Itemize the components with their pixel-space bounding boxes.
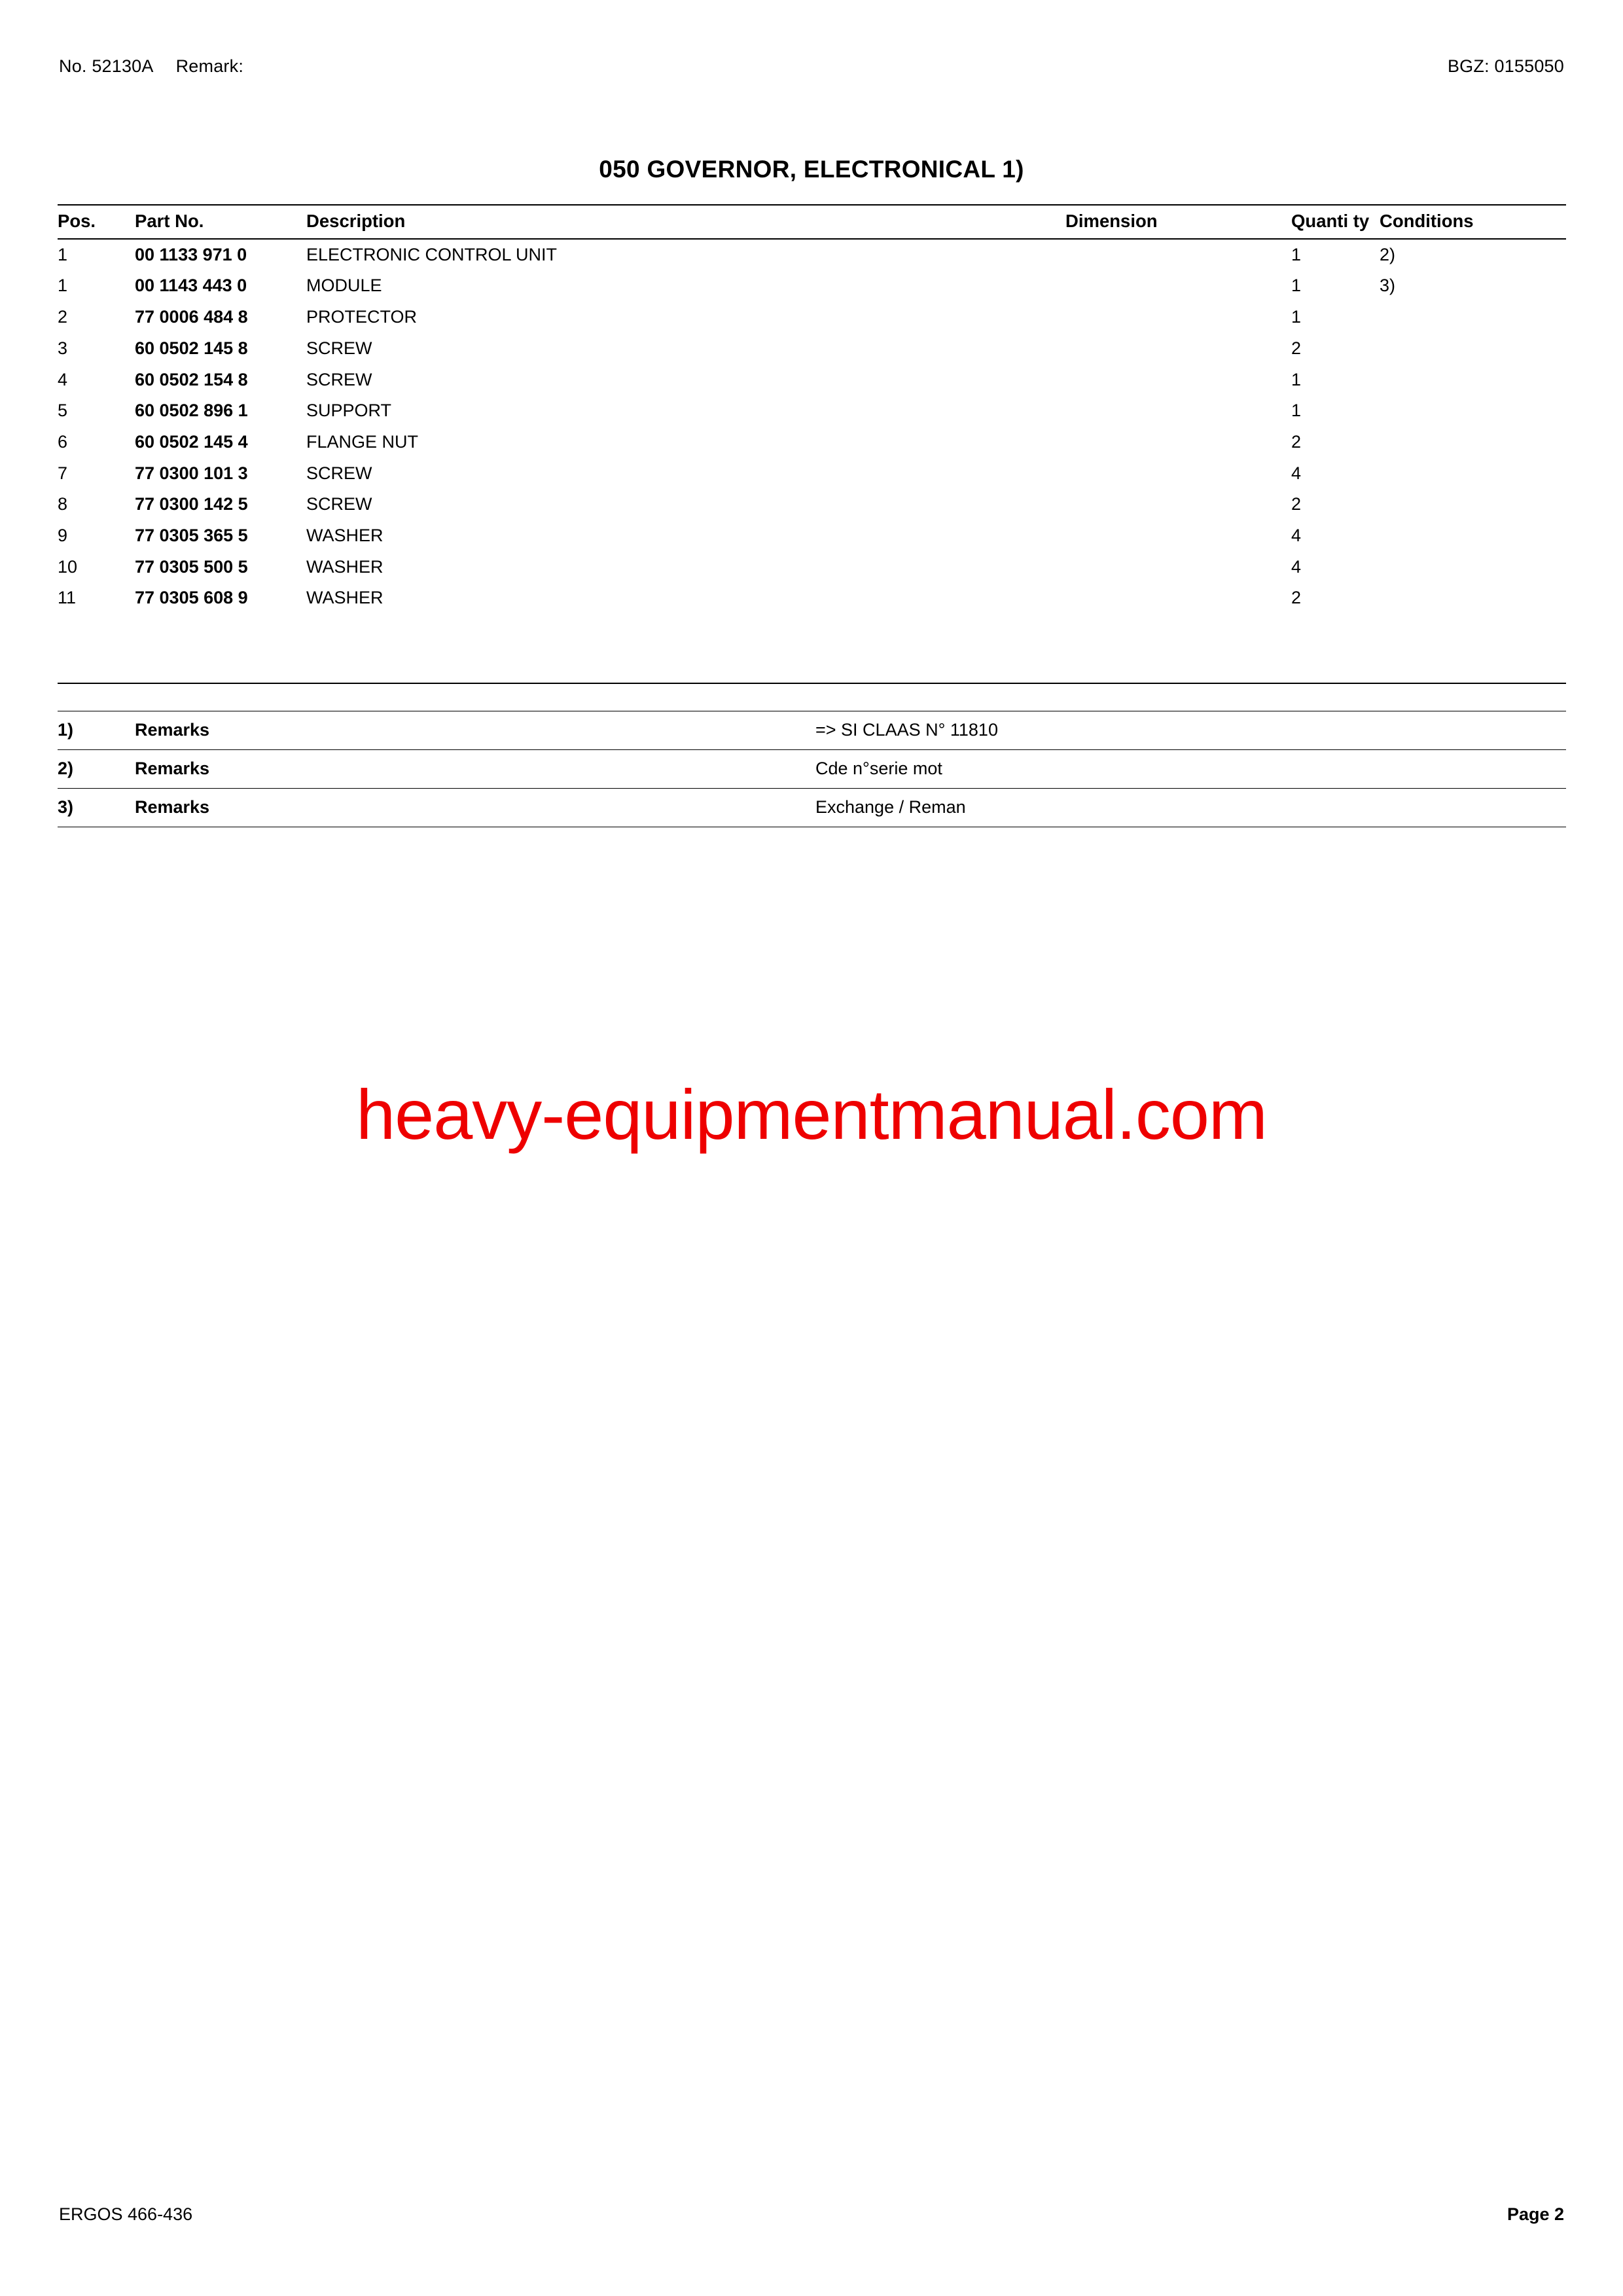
cell-part-no: 60 0502 896 1: [135, 401, 248, 421]
cell-dimension: [1065, 552, 1291, 583]
remark-row: [58, 711, 1566, 750]
remark-row: [58, 789, 1566, 827]
table-header-row: [58, 205, 1566, 239]
cell-part-no: 00 1133 971 0: [135, 244, 247, 264]
cell-dimension: [1065, 458, 1291, 490]
column-header-quantity: Quanti ty: [1291, 205, 1380, 239]
cell-pos: 9: [58, 525, 68, 545]
cell-part-no: 60 0502 145 4: [135, 431, 248, 452]
cell-conditions: [1380, 365, 1566, 396]
cell-quantity: 1: [1291, 369, 1302, 389]
cell-description: PROTECTOR: [306, 307, 418, 327]
remark-number: 2): [58, 750, 135, 789]
table-row: [58, 302, 1566, 333]
cell-pos: 11: [58, 588, 77, 608]
cell-description: WASHER: [306, 556, 383, 577]
cell-conditions: [1380, 333, 1566, 365]
remark-number: 1): [58, 711, 135, 750]
cell-pos: 1: [58, 276, 68, 296]
table-row: [58, 333, 1566, 365]
cell-part-no: 77 0300 142 5: [135, 494, 248, 514]
cell-description: SCREW: [306, 338, 372, 358]
remark-text: Exchange / Reman: [815, 789, 1566, 827]
cell-pos: 3: [58, 338, 68, 358]
table-bottom-divider: [58, 683, 1566, 684]
cell-description: SUPPORT: [306, 401, 392, 421]
remark-label: Remark:: [175, 56, 244, 76]
cell-conditions: [1380, 302, 1566, 333]
table-row: [58, 583, 1566, 615]
remark-label: Remarks: [135, 750, 815, 789]
cell-part-no: 77 0006 484 8: [135, 307, 248, 327]
column-header-part-no: Part No.: [135, 205, 306, 239]
cell-quantity: 2: [1291, 338, 1302, 358]
cell-dimension: [1065, 365, 1291, 396]
cell-description: FLANGE NUT: [306, 431, 419, 452]
parts-table-header: [58, 205, 1566, 239]
cell-quantity: 1: [1291, 401, 1302, 421]
cell-conditions: [1380, 489, 1566, 520]
cell-description: SCREW: [306, 463, 372, 483]
cell-pos: 8: [58, 494, 68, 514]
table-row: [58, 458, 1566, 490]
table-row: [58, 395, 1566, 427]
cell-conditions: [1380, 583, 1566, 615]
cell-quantity: 1: [1291, 244, 1302, 264]
cell-dimension: [1065, 583, 1291, 615]
remark-label: Remarks: [135, 711, 815, 750]
parts-table: [58, 204, 1566, 615]
cell-pos: 4: [58, 369, 68, 389]
cell-conditions: [1380, 520, 1566, 552]
table-row: [58, 489, 1566, 520]
cell-quantity: 4: [1291, 463, 1302, 483]
column-header-conditions: Conditions: [1380, 205, 1566, 239]
cell-conditions: 2): [1380, 244, 1396, 264]
table-row: [58, 552, 1566, 583]
cell-dimension: [1065, 395, 1291, 427]
cell-quantity: 4: [1291, 525, 1302, 545]
page-footer: [59, 2204, 1564, 2225]
cell-description: MODULE: [306, 276, 382, 296]
cell-pos: 5: [58, 401, 68, 421]
table-row: [58, 427, 1566, 458]
cell-description: WASHER: [306, 588, 383, 608]
column-header-dimension: Dimension: [1065, 205, 1291, 239]
cell-pos: 2: [58, 307, 68, 327]
cell-pos: 6: [58, 431, 68, 452]
column-header-pos: Pos.: [58, 205, 135, 239]
table-row: [58, 365, 1566, 396]
page-header: [59, 56, 1564, 77]
remark-number: 3): [58, 789, 135, 827]
table-row: [58, 239, 1566, 271]
cell-pos: 10: [58, 556, 78, 577]
cell-dimension: [1065, 239, 1291, 271]
page-title: 050 GOVERNOR, ELECTRONICAL 1): [599, 156, 1024, 183]
cell-dimension: [1065, 489, 1291, 520]
cell-part-no: 77 0305 608 9: [135, 588, 248, 608]
cell-quantity: 2: [1291, 431, 1302, 452]
column-header-description: Description: [306, 205, 1065, 239]
cell-dimension: [1065, 302, 1291, 333]
cell-part-no: 77 0305 500 5: [135, 556, 248, 577]
cell-quantity: 1: [1291, 276, 1302, 296]
cell-part-no: 00 1143 443 0: [135, 276, 247, 296]
remark-label: Remarks: [135, 789, 815, 827]
remark-text: => SI CLAAS N° 11810: [815, 711, 1566, 750]
cell-pos: 7: [58, 463, 68, 483]
cell-quantity: 4: [1291, 556, 1302, 577]
cell-part-no: 77 0305 365 5: [135, 525, 248, 545]
header-left-group: [59, 56, 243, 77]
cell-description: ELECTRONIC CONTROL UNIT: [306, 244, 558, 264]
cell-dimension: [1065, 427, 1291, 458]
cell-conditions: [1380, 458, 1566, 490]
remark-row: [58, 750, 1566, 789]
cell-dimension: [1065, 333, 1291, 365]
parts-table-body: [58, 239, 1566, 615]
cell-conditions: [1380, 395, 1566, 427]
remarks-table: [58, 711, 1566, 827]
cell-quantity: 2: [1291, 494, 1302, 514]
cell-conditions: [1380, 552, 1566, 583]
cell-conditions: [1380, 427, 1566, 458]
table-row: [58, 520, 1566, 552]
cell-description: SCREW: [306, 369, 372, 389]
cell-quantity: 1: [1291, 307, 1302, 327]
page-number: Page 2: [1507, 2204, 1564, 2224]
cell-conditions: 3): [1380, 276, 1396, 296]
cell-part-no: 60 0502 154 8: [135, 369, 248, 389]
bgz-number: BGZ: 0155050: [1447, 56, 1564, 76]
cell-description: SCREW: [306, 494, 372, 514]
cell-dimension: [1065, 520, 1291, 552]
cell-dimension: [1065, 270, 1291, 302]
cell-quantity: 2: [1291, 588, 1302, 608]
cell-part-no: 77 0300 101 3: [135, 463, 248, 483]
watermark-text: heavy-equipmentmanual.com: [356, 1075, 1267, 1154]
table-row: [58, 270, 1566, 302]
cell-part-no: 60 0502 145 8: [135, 338, 248, 358]
cell-pos: 1: [58, 244, 68, 264]
document-number: No. 52130A: [59, 56, 154, 76]
remark-text: Cde n°serie mot: [815, 750, 1566, 789]
cell-description: WASHER: [306, 525, 383, 545]
footer-reference: ERGOS 466-436: [59, 2204, 193, 2224]
